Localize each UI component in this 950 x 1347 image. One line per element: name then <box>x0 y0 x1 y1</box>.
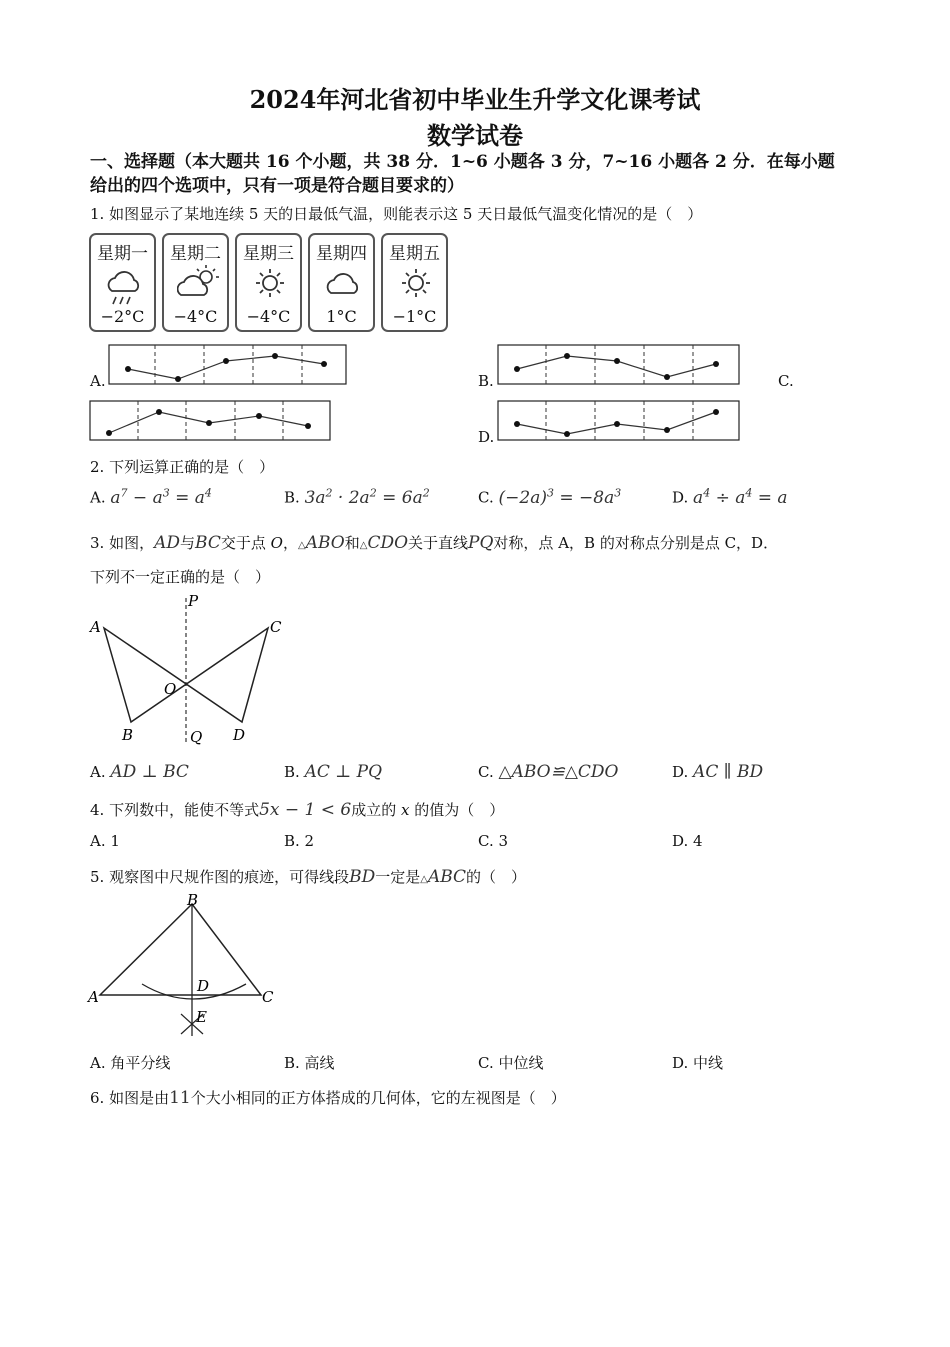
q3-stem-tri1: △ABO <box>297 533 345 553</box>
q3-label-o: O <box>164 680 177 698</box>
q1-option-a-chart[interactable] <box>108 344 348 386</box>
q3-option-a-label: A. <box>90 763 106 781</box>
q3-stem-line2: 下列不一定正确的是（ ） <box>90 568 271 586</box>
q4-option-b[interactable]: B. 2 <box>284 832 315 850</box>
q2-option-a-formula: $a^7 - a^3 = a^4$ <box>110 486 212 508</box>
q3-stem-part: 与 <box>180 534 196 552</box>
q3-stem-part: 关于直线 <box>408 534 469 552</box>
weather-card <box>162 233 229 332</box>
q5-option-b[interactable]: B. 高线 <box>284 1054 335 1072</box>
q2-option-d[interactable] <box>672 486 788 508</box>
q1-option-c-chart[interactable] <box>89 400 333 442</box>
q3-label-d: D <box>233 726 246 744</box>
section-heading <box>90 150 880 198</box>
q5-label-e: E <box>196 1008 207 1026</box>
q3-label-q: Q <box>190 728 203 746</box>
q2-option-a[interactable] <box>90 486 212 508</box>
q5-stem-tri: △ABC <box>420 867 467 887</box>
q4-stem-part: 4. 下列数中，能使不等式 <box>90 801 260 819</box>
q5-label-a: A <box>88 988 99 1006</box>
weather-card-day: 星期五 <box>389 244 440 264</box>
q5-label-c: C <box>262 988 274 1006</box>
exam-subtitle: 数学试卷 <box>427 121 523 150</box>
weather-card-day: 星期二 <box>170 244 221 264</box>
q5-stem-part: 5. 观察图中尺规作图的痕迹，可得线段 <box>90 868 350 886</box>
q4-option-c[interactable]: C. 3 <box>478 832 509 850</box>
q3-option-b[interactable] <box>284 762 382 782</box>
q3-stem-part: 和 <box>344 534 360 552</box>
q3-option-b-text: AC ⊥ PQ <box>304 762 383 782</box>
q3-option-a[interactable] <box>90 762 189 782</box>
weather-card-temp: −2°C <box>100 307 145 326</box>
weather-card-temp: −1°C <box>392 307 437 326</box>
q5-stem <box>90 866 526 887</box>
weather-card-day: 星期三 <box>243 244 294 264</box>
q4-inequality: 5x − 1 < 6 <box>259 800 352 820</box>
section-heading-line1: 一、选择题（本大题共 16 个小题，共 38 分．1~6 小题各 3 分，7~16 小题各 2 分．在每小题 <box>90 152 835 172</box>
q1-option-d-chart[interactable] <box>497 400 742 442</box>
q6-stem <box>90 1087 566 1108</box>
q5-stem-bd: BD <box>349 867 376 887</box>
q3-label-p: P <box>188 592 199 610</box>
q5-label-d: D <box>197 977 210 995</box>
section-heading-line2: 给出的四个选项中，只有一项是符合题目要求的） <box>90 176 464 196</box>
q1-option-d-label: D. <box>478 428 495 446</box>
q5-option-d[interactable]: D. 中线 <box>672 1054 724 1072</box>
weather-card <box>89 233 156 332</box>
q3-stem-ad: AD <box>154 533 181 553</box>
q4-stem <box>90 799 504 820</box>
q2-option-b-label: B. <box>284 488 300 507</box>
q3-stem-part: 对称，点 A，B 的对称点分别是点 C，D． <box>493 534 779 552</box>
weather-card-temp: −4°C <box>246 307 291 326</box>
q1-option-c-label: C. <box>778 372 794 390</box>
q3-label-a: A <box>90 618 101 636</box>
q3-stem-part: ， <box>282 534 298 552</box>
q3-option-c-label: C. <box>478 763 494 781</box>
weather-card-day: 星期四 <box>316 244 367 264</box>
q1-option-b-chart[interactable] <box>497 344 742 386</box>
q3-option-c-text: △ABO≌△CDO <box>498 762 619 782</box>
q3-option-b-label: B. <box>284 763 300 781</box>
weather-card-temp: 1°C <box>326 307 357 326</box>
q3-stem-pq: PQ <box>468 533 494 553</box>
q6-stem-part: 个大小相同的正方体搭成的几何体，它的左视图是（ ） <box>190 1089 566 1107</box>
q2-option-a-label: A. <box>90 488 106 507</box>
q3-stem-bc: BC <box>195 533 221 553</box>
q5-option-c[interactable]: C. 中位线 <box>478 1054 544 1072</box>
q1-option-a-label: A. <box>90 372 106 390</box>
q5-stem-part: 一定是 <box>375 868 421 886</box>
q3-stem <box>90 532 890 553</box>
weather-card-temp: −4°C <box>173 307 218 326</box>
q2-option-b-formula: $3a^2 \cdot 2a^2 = 6a^2$ <box>304 486 430 508</box>
q3-stem-part: 交于点 <box>220 534 266 552</box>
q2-option-c-formula: $(-2a)^3 = -8a^3$ <box>498 486 622 508</box>
q2-option-d-label: D. <box>672 488 689 507</box>
q3-label-c: C <box>270 618 282 636</box>
exam-title: 2024年河北省初中毕业生升学文化课考试 <box>249 85 701 114</box>
q2-option-c[interactable] <box>478 486 621 508</box>
q5-label-b: B <box>187 892 199 909</box>
q3-stem-o: O <box>270 534 283 552</box>
q4-option-a[interactable]: A. 1 <box>90 832 120 850</box>
q3-stem-part: 3. 如图， <box>90 534 155 552</box>
q2-option-b[interactable] <box>284 486 430 508</box>
q3-option-d-label: D. <box>672 763 689 781</box>
q1-stem: 1. 如图显示了某地连续 5 天的日最低气温，则能表示这 5 天日最低气温变化情况的是（ ） <box>90 205 703 223</box>
q3-option-d-text: AC ∥ BD <box>693 762 764 782</box>
q4-option-d[interactable]: D. 4 <box>672 832 703 850</box>
q5-stem-part: 的（ ） <box>466 868 527 886</box>
q6-stem-count: 11 <box>169 1088 191 1108</box>
q6-stem-part: 6. 如图是由 <box>90 1089 170 1107</box>
q3-figure <box>86 590 296 750</box>
q5-option-a[interactable]: A. 角平分线 <box>90 1054 171 1072</box>
q4-stem-part: 的值为（ ） <box>414 801 505 819</box>
q4-stem-x: x <box>401 801 410 819</box>
weather-card <box>308 233 375 332</box>
q3-stem-tri2: △CDO <box>359 533 409 553</box>
q2-stem: 2. 下列运算正确的是（ ） <box>90 458 275 476</box>
q3-label-b: B <box>122 726 134 744</box>
weather-card <box>381 233 448 332</box>
q3-option-a-text: AD ⊥ BC <box>110 762 189 782</box>
q3-option-d[interactable] <box>672 762 763 782</box>
q5-figure <box>86 892 286 1042</box>
q3-option-c[interactable] <box>478 762 619 782</box>
q1-option-b-label: B. <box>478 372 494 390</box>
weather-card <box>235 233 302 332</box>
weather-card-day: 星期一 <box>97 244 148 264</box>
q2-option-d-formula: $a^4 \div a^4 = a$ <box>693 486 788 508</box>
q2-option-c-label: C. <box>478 488 494 507</box>
q4-stem-part: 成立的 <box>351 801 397 819</box>
